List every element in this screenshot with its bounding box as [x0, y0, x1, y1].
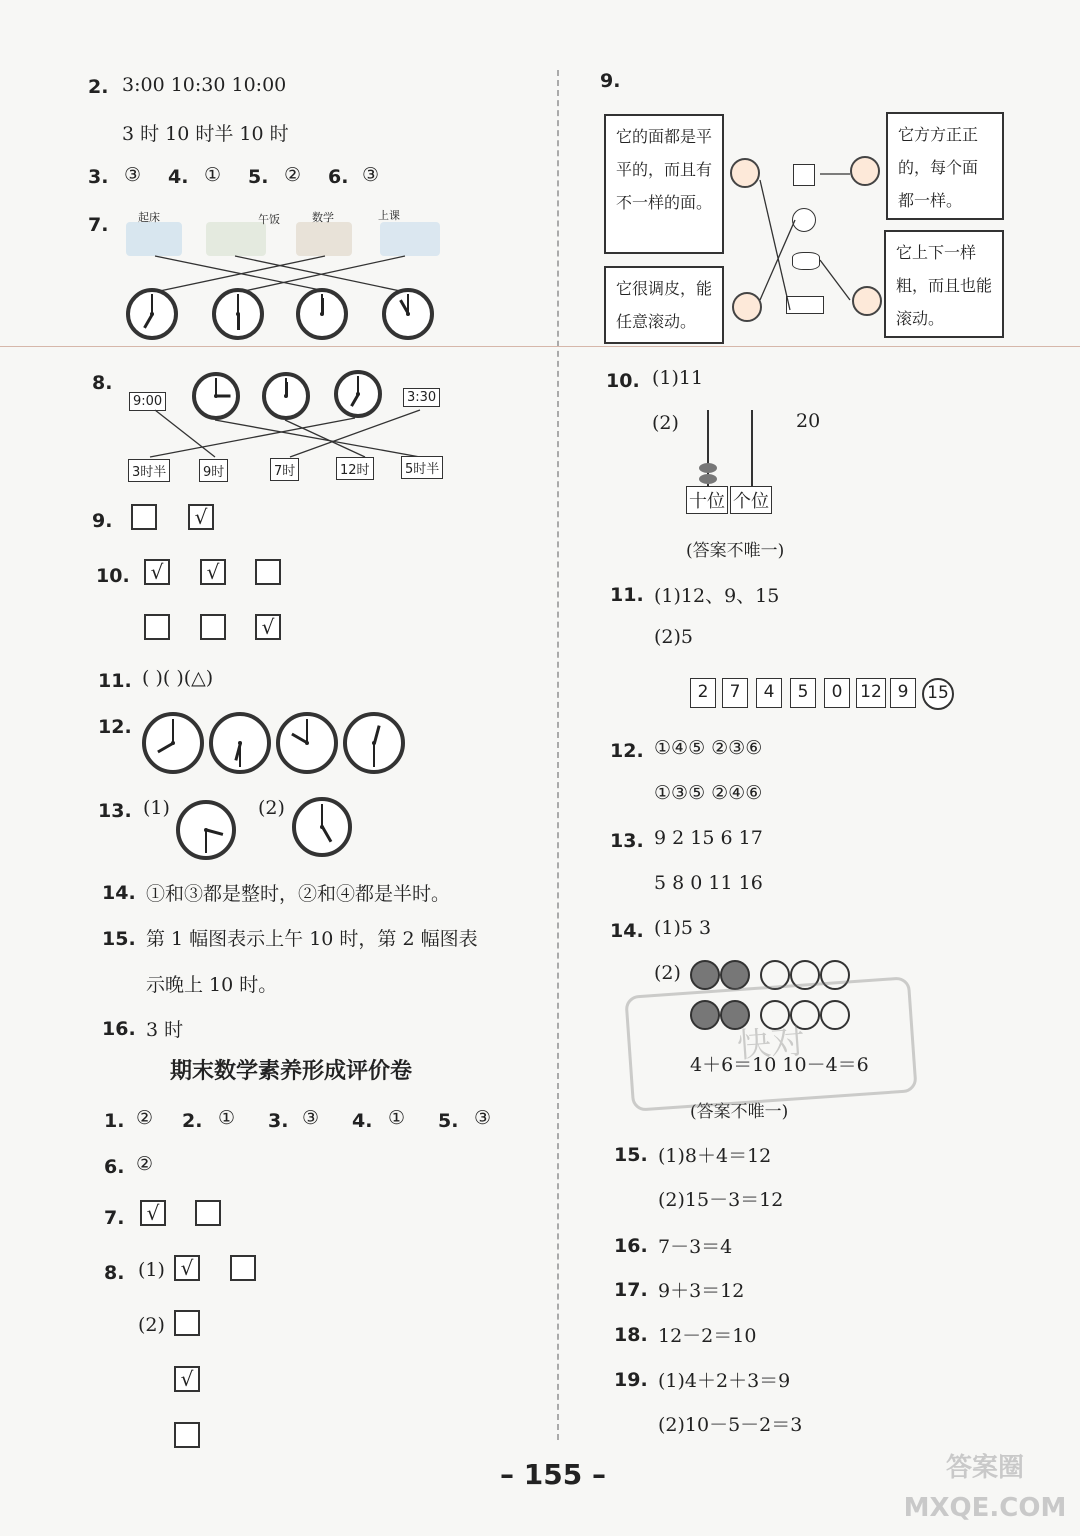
- r19-part1: (1)4＋2＋3＝9: [658, 1370, 791, 1392]
- r11-card-3: 4: [756, 678, 782, 708]
- r14-note: (答案不唯一): [690, 1102, 789, 1122]
- abacus-ones-label: 个位: [730, 486, 772, 514]
- r11-card-7: 9: [890, 678, 916, 708]
- r18-number: 18.: [614, 1324, 648, 1346]
- r17-equation: 9＋3＝12: [658, 1280, 745, 1302]
- f1-number: 1.: [104, 1110, 125, 1132]
- r15-part1: (1)8＋4＝12: [658, 1145, 772, 1167]
- q7-clock-1: [126, 288, 178, 340]
- r9-match-lines: [720, 150, 890, 330]
- q15-number: 15.: [102, 928, 136, 950]
- kuaidui-stamp: 快对: [624, 976, 917, 1112]
- f8-p2-box-2: √: [174, 1366, 200, 1392]
- f4-number: 4.: [352, 1110, 373, 1132]
- r11-card-2: 7: [722, 678, 748, 708]
- r11-card-5: 0: [824, 678, 850, 708]
- r11-card-1: 2: [690, 678, 716, 708]
- q13-clock-2: [292, 797, 352, 857]
- q11-answer: ( )( )(△): [142, 667, 214, 689]
- r10-note: (答案不唯一): [686, 541, 785, 561]
- q4-answer: ①: [204, 164, 222, 186]
- q9-box-1: [131, 504, 157, 530]
- q8-tag-b4: 12时: [336, 457, 374, 480]
- q9-box-2: √: [188, 504, 214, 530]
- r10-value-20: 20: [796, 410, 821, 432]
- q4-number: 4.: [168, 166, 189, 188]
- r11-card-6: 12: [856, 678, 886, 708]
- abacus-bead: [699, 474, 717, 484]
- r11-card-4: 5: [790, 678, 816, 708]
- r19-part2: (2)10－5－2＝3: [658, 1414, 803, 1436]
- f5-number: 5.: [438, 1110, 459, 1132]
- f7-box-2: [195, 1200, 221, 1226]
- q10-box-r2-1: [144, 614, 170, 640]
- q6-number: 6.: [328, 166, 349, 188]
- q13-clock-1: [176, 800, 236, 860]
- q3-answer: ③: [124, 164, 142, 186]
- q7-clock-4: [382, 288, 434, 340]
- q16-answer: 3 时: [146, 1019, 184, 1041]
- f2-answer: ①: [218, 1107, 236, 1129]
- f3-number: 3.: [268, 1110, 289, 1132]
- q9-number: 9.: [92, 510, 113, 532]
- r11-part2: (2)5: [654, 626, 694, 648]
- q6-answer: ③: [362, 164, 380, 186]
- q2-words: 3 时 10 时半 10 时: [122, 123, 289, 145]
- r12-number: 12.: [610, 740, 644, 762]
- r9-bubble-top-right: 它方方正正的，每个面都一样。: [886, 112, 1004, 220]
- r11-part1: (1)12、9、15: [654, 585, 780, 607]
- q12-number: 12.: [98, 716, 132, 738]
- q8-tag-900: 9:00: [129, 392, 166, 411]
- f1-answer: ②: [136, 1107, 154, 1129]
- r14-part2-label: (2): [654, 962, 681, 984]
- column-divider: [557, 70, 559, 1440]
- r10-part2-label: (2): [652, 412, 679, 434]
- r12-row2: ①③⑤ ②④⑥: [654, 782, 763, 804]
- q7-label-math: 数学: [312, 211, 334, 224]
- q7-clock-2: [212, 288, 264, 340]
- r15-number: 15.: [614, 1144, 648, 1166]
- r10-number: 10.: [606, 370, 640, 392]
- f7-number: 7.: [104, 1207, 125, 1229]
- q12-clock-3: [276, 712, 338, 774]
- q2-number: 2.: [88, 76, 109, 98]
- q11-number: 11.: [98, 670, 132, 692]
- q10-box-r1-2: √: [200, 559, 226, 585]
- r13-row1: 9 2 15 6 17: [654, 827, 763, 849]
- r12-row1: ①④⑤ ②③⑥: [654, 737, 763, 759]
- q12-clock-2: [209, 712, 271, 774]
- q12-clock-1: [142, 712, 204, 774]
- f8-p1-box-2: [230, 1255, 256, 1281]
- q8-tag-b2: 9时: [199, 459, 228, 482]
- f4-answer: ①: [388, 1107, 406, 1129]
- q3-number: 3.: [88, 166, 109, 188]
- r14-part1: (1)5 3: [654, 917, 712, 939]
- q8-tag-330: 3:30: [403, 388, 440, 407]
- f8-p1-box-1: √: [174, 1255, 200, 1281]
- r9-bubble-bottom-left: 它很调皮，能任意滚动。: [604, 266, 724, 344]
- f8-part2-label: (2): [138, 1314, 165, 1336]
- f8-number: 8.: [104, 1262, 125, 1284]
- abacus-bead: [699, 463, 717, 473]
- r16-number: 16.: [614, 1235, 648, 1257]
- q8-tag-b3: 7时: [270, 458, 299, 481]
- r18-equation: 12－2＝10: [658, 1325, 757, 1347]
- q13-part1-label: (1): [143, 797, 170, 819]
- q10-box-r1-1: √: [144, 559, 170, 585]
- q13-part2-label: (2): [258, 797, 285, 819]
- q10-number: 10.: [96, 565, 130, 587]
- q13-number: 13.: [98, 800, 132, 822]
- r13-row2: 5 8 0 11 16: [654, 872, 763, 894]
- f8-p2-box-1: [174, 1310, 200, 1336]
- q2-times: 3:00 10:30 10:00: [122, 74, 287, 96]
- q7-label-wakeup: 起床: [138, 211, 160, 224]
- q7-label-class: 上课: [378, 209, 400, 222]
- watermark-logo: 答案圈 MXQE.COM: [903, 1453, 1067, 1523]
- f6-number: 6.: [104, 1156, 125, 1178]
- q12-clock-4: [343, 712, 405, 774]
- q5-answer: ②: [284, 164, 302, 186]
- q10-box-r1-3: [255, 559, 281, 585]
- r16-equation: 7－3＝4: [658, 1236, 733, 1258]
- q16-number: 16.: [102, 1018, 136, 1040]
- r15-part2: (2)15－3＝12: [658, 1189, 784, 1211]
- q5-number: 5.: [248, 166, 269, 188]
- r19-number: 19.: [614, 1369, 648, 1391]
- q15-answer-line2: 示晚上 10 时。: [146, 974, 278, 996]
- q8-tag-b5: 5时半: [401, 456, 443, 479]
- q8-number: 8.: [92, 372, 113, 394]
- r17-number: 17.: [614, 1279, 648, 1301]
- r14-equations: 4＋6＝10 10－4＝6: [690, 1054, 869, 1076]
- abacus-rod-ones: [751, 410, 753, 486]
- r10-part1: (1)11: [652, 367, 704, 389]
- page-number: – 155 –: [500, 1458, 606, 1491]
- f6-answer: ②: [136, 1153, 154, 1175]
- q8-tag-b1: 3时半: [128, 459, 170, 482]
- q7-label-lunch: 午饭: [258, 213, 280, 226]
- section-title: 期末数学素养形成评价卷: [170, 1059, 413, 1084]
- r9-bubble-bottom-right: 它上下一样粗，而且也能滚动。: [884, 230, 1004, 338]
- q14-answer: ①和③都是整时，②和④都是半时。: [146, 883, 451, 905]
- r11-card-8-circled: 15: [922, 678, 954, 710]
- r11-number: 11.: [610, 584, 644, 606]
- r14-number: 14.: [610, 920, 644, 942]
- f8-part1-label: (1): [138, 1259, 165, 1281]
- f5-answer: ③: [474, 1107, 492, 1129]
- f7-box-1: √: [140, 1200, 166, 1226]
- r13-number: 13.: [610, 830, 644, 852]
- f3-answer: ③: [302, 1107, 320, 1129]
- q7-number: 7.: [88, 214, 109, 236]
- q10-box-r2-3: √: [255, 614, 281, 640]
- f2-number: 2.: [182, 1110, 203, 1132]
- filled-circle: [690, 960, 720, 990]
- abacus-tens-label: 十位: [686, 486, 728, 514]
- q7-clock-3: [296, 288, 348, 340]
- filled-circle: [720, 960, 750, 990]
- r9-number: 9.: [600, 70, 621, 92]
- q14-number: 14.: [102, 882, 136, 904]
- q10-box-r2-2: [200, 614, 226, 640]
- f8-p2-box-3: [174, 1422, 200, 1448]
- fold-line: [0, 346, 1080, 347]
- q15-answer-line1: 第 1 幅图表示上午 10 时，第 2 幅图表: [146, 928, 478, 950]
- r9-bubble-top-left: 它的面都是平平的，而且有不一样的面。: [604, 114, 724, 254]
